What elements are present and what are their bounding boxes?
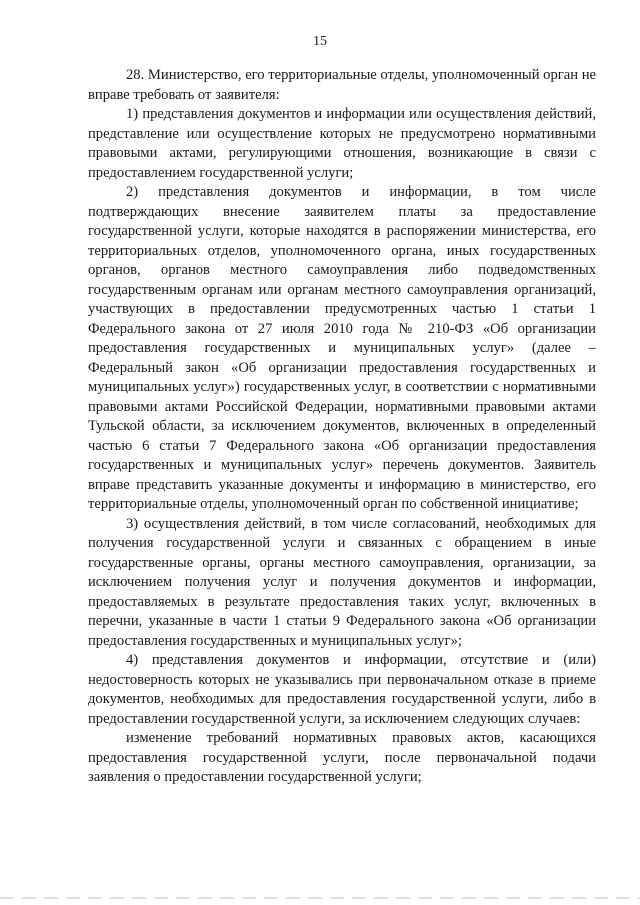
scan-edge-artifact <box>0 897 640 899</box>
paragraph-exception-1: изменение требований нормативных правовых актов, касающихся предоставления государственной услуги, после первоначальной подачи заявления о предоставлении государственной услуги; <box>88 730 596 785</box>
paragraph-item-1: 1) представления документов и информации или осуществления действий, представление или осуществление которых не предусмотрено нормативными правовыми актами, регулирующими отношения, возникающие в связи с предоставлением государственной услуги; <box>88 106 596 181</box>
paragraph-item-4: 4) представления документов и информации, отсутствие и (или) недостоверность которых не указывались при первоначальном отказе в приеме документов, необходимых для предоставления государственной услуги, либо в предоставлении государственной услуги, за исключением следующих случаев: <box>88 652 596 727</box>
paragraph-item-3: 3) осуществления действий, в том числе согласований, необходимых для получения государственной услуги и связанных с обращением в иные государственные органы, органы местного самоуправления, организации, за исключением получения услуг и получения документов и информации, предоставляемых в результате предоставления таких услуг, включенных в перечни, указанные в части 1 статьи 9 Федерального закона «Об организации предоставления государственных и муниципальных услуг»; <box>88 515 596 649</box>
page-number: 15 <box>313 34 327 49</box>
document-body <box>88 66 596 788</box>
paragraph-item-2: 2) представления документов и информации, в том числе подтверждающих внесение заявителем платы за предоставление государственной услуги, которые находятся в распоряжении министерства, его территориальных отделов, уполномоченного органа, иных государственных органов, органов местного самоуправления либо подведомственных государственным органам или органам местного самоуправления организаций, участвующих в предоставлении предусмотренных частью 1 статьи 1 Федерального закона от 27 июля 2010 года № 210-ФЗ «Об организации предоставления государственных и муниципальных услуг» (далее – Федеральный закон «Об организации предоставления государственных и муниципальных услуг») государственных услуг, в соответствии с нормативными правовыми актами Российской Федерации, нормативными правовыми актами Тульской области, за исключением документов, включенных в определенный частью 6 статьи 7 Федерального закона «Об организации предоставления государственных и муниципальных услуг» перечень документов. Заявитель вправе представить указанные документы и информацию в министерство, его территориальные отделы, уполномоченный орган по собственной инициативе; <box>88 184 596 512</box>
paragraph-28-intro: 28. Министерство, его территориальные отделы, уполномоченный орган не вправе требовать от заявителя: <box>88 67 596 103</box>
